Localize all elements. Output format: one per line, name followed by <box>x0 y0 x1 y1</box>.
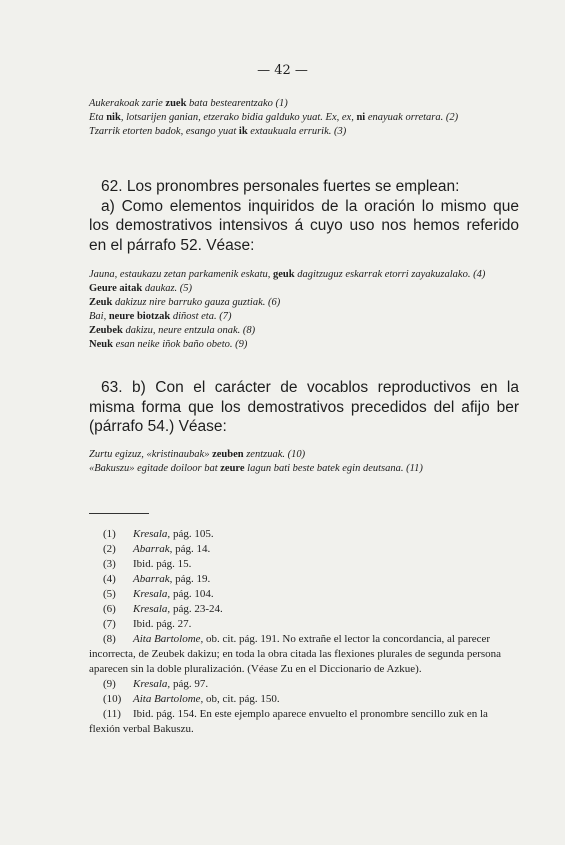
example-line: Neuk esan neike iñok baño obeto. (9) <box>89 339 248 350</box>
footnote: (10) Aita Bartolome, ob, cit. pág. 150. <box>103 693 280 705</box>
footnote: (2) Abarrak, pág. 14. <box>103 543 211 555</box>
section-63: 63. b) Con el carácter de vocablos reproductivos en la misma forma que los demostrativos precedidos del afijo ber (párrafo 54.) Véase: <box>89 379 519 435</box>
example-line: Geure aitak daukaz. (5) <box>89 283 193 294</box>
example-line: Zeubek dakizu, neure entzula onak. (8) <box>89 325 256 336</box>
footnote-divider <box>89 513 149 514</box>
example-line: Eta nik, lotsarijen ganian, etzerako bidia galduko yuat. Ex, ex, ni enayuak orretara. (2) <box>89 112 459 123</box>
example-line: Aukerakoak zarie zuek bata bestearentzako (1) <box>89 98 288 109</box>
footnotes <box>89 527 519 737</box>
example-line: Zeuk dakizuz nire barruko gauza guztiak. (6) <box>89 297 281 308</box>
footnote: (6) Kresala, pág. 23-24. <box>103 603 223 615</box>
example-group-a <box>89 97 519 139</box>
footnote: (7) Ibid. pág. 27. <box>103 618 192 630</box>
footnote: (4) Abarrak, pág. 19. <box>103 573 211 585</box>
section-62: 62. Los pronombres personales fuertes se emplean: a) Como elementos inquiridos de la oración lo mismo que los demostrativos intensivos á cuyo uso nos hemos referido en el párrafo 52. Véase: <box>89 178 519 254</box>
example-group-c <box>89 448 519 476</box>
example-line: Tzarrik etorten badok, esango yuat ik extaukuala errurik. (3) <box>89 126 347 137</box>
example-line: Jauna, estaukazu zetan parkamenik eskatu, geuk dagitzuguz eskarrak etorri zayakuzalako. (4) <box>89 269 486 280</box>
example-line: Zurtu egizuz, «kristinaubak» zeuben zentzuak. (10) <box>89 449 306 460</box>
footnote: (11) Ibid. pág. 154. En este ejemplo aparece envuelto el pronombre sencillo zuk en la flexión verbal Bakuszu. <box>89 708 488 735</box>
example-line: Bai, neure biotzak diñost eta. (7) <box>89 311 232 322</box>
example-group-b <box>89 268 519 352</box>
footnote: (1) Kresala, pág. 105. <box>103 528 214 540</box>
footnote: (5) Kresala, pág. 104. <box>103 588 214 600</box>
footnote: (8) Aita Bartolome, ob. cit. pág. 191. No extrañe el lector la concordancia, al parecer incorrecta, de Zeubek dakizu; en toda la obra citada las flexiones plurales de segunda persona aparecen sin la doble pluralización. (Véase Zu en el Diccionario de Azkue). <box>89 633 502 675</box>
example-line: «Bakuszu» egitade doiloor bat zeure lagun bati beste batek egin deutsana. (11) <box>89 463 423 474</box>
footnote: (3) Ibid. pág. 15. <box>103 558 192 570</box>
footnote: (9) Kresala, pág. 97. <box>103 678 209 690</box>
page-number: — 42 — <box>257 63 308 78</box>
